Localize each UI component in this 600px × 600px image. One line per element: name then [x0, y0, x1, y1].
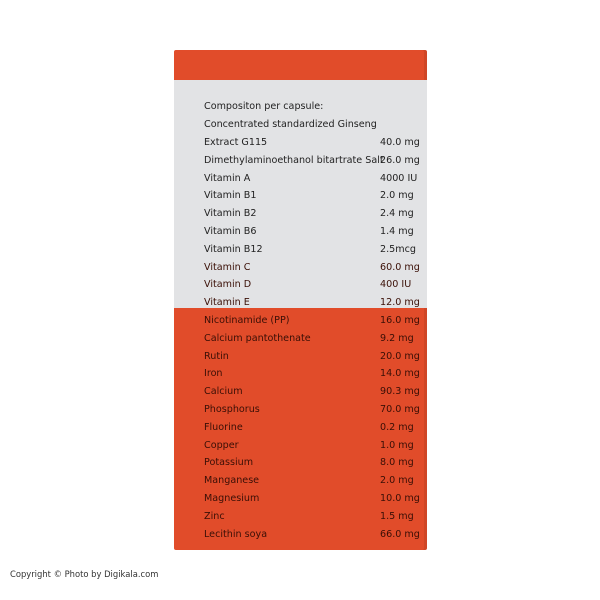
ingredient-amount: 66.0 mg — [380, 528, 420, 540]
ingredient-row — [204, 473, 416, 489]
ingredient-amount: 26.0 mg — [380, 154, 420, 166]
ingredient-amount: 400 IU — [380, 279, 412, 291]
ingredient-amount: 14.0 mg — [380, 368, 420, 380]
ingredient-amount: 60.0 mg — [380, 261, 420, 273]
ingredient-amount: 40.0 mg — [380, 137, 420, 148]
ingredient-row — [204, 331, 416, 347]
ingredient-row — [204, 509, 416, 525]
ingredient-name: Fluorine — [204, 421, 243, 433]
ingredient-amount: 8.0 mg — [380, 457, 414, 469]
ingredient-row — [204, 420, 416, 436]
ingredient-amount: 2.0 mg — [380, 190, 414, 202]
ingredient-amount: 20.0 mg — [380, 350, 420, 362]
ingredient-row — [204, 242, 416, 258]
ingredient-amount: 12.0 mg — [380, 297, 420, 309]
ingredient-name: Calcium — [204, 386, 243, 398]
ingredient-amount: 70.0 mg — [380, 404, 420, 415]
ingredient-name: Iron — [204, 368, 223, 380]
ingredient-name: Vitamin E — [204, 297, 250, 309]
photo-credit: Copyright © Photo by Digikala.com — [10, 569, 159, 579]
ingredient-row — [204, 366, 420, 382]
ingredient-amount: 4000 IU — [380, 172, 418, 184]
ingredient-row — [204, 135, 420, 151]
ingredient-amount: 9.2 mg — [380, 332, 414, 344]
ingredient-row — [204, 313, 420, 329]
ingredient-amount: 10.0 mg — [380, 493, 420, 504]
ingredient-row — [204, 455, 416, 471]
ingredient-name: Dimethylaminoethanol bitartrate Salt — [204, 154, 384, 166]
ingredient-name: Phosphorus — [204, 404, 260, 415]
ingredient-row — [204, 384, 420, 400]
ingredient-row — [204, 402, 420, 418]
ingredient-name: Vitamin C — [204, 261, 251, 273]
product-box — [174, 50, 427, 550]
ingredient-amount: 1.4 mg — [380, 226, 414, 237]
ingredient-row — [204, 224, 416, 240]
ingredient-name: Extract G115 — [204, 137, 268, 148]
ingredient-amount: 2.5mcg — [380, 243, 416, 255]
ginseng-heading: Concentrated standardized Ginseng — [204, 119, 377, 130]
ingredient-amount: 0.2 mg — [380, 421, 414, 433]
ingredient-row — [204, 349, 420, 365]
ingredient-name: Vitamin B6 — [204, 226, 257, 237]
ingredient-row — [204, 260, 420, 276]
ingredient-name: Vitamin D — [204, 279, 252, 291]
ingredient-amount: 2.0 mg — [380, 475, 414, 487]
ingredient-row — [204, 206, 416, 222]
ingredient-name: Potassium — [204, 457, 254, 469]
ingredient-amount: 2.4 mg — [380, 208, 414, 220]
ingredient-row — [204, 171, 416, 187]
ingredient-name: Vitamin B2 — [204, 208, 257, 220]
ingredient-row — [204, 438, 416, 454]
ingredient-name: Manganese — [204, 475, 260, 487]
ingredient-name: Vitamin A — [204, 172, 251, 184]
composition-heading: Compositon per capsule: — [204, 101, 324, 112]
ingredient-name: Vitamin B1 — [204, 190, 257, 202]
ingredient-name: Vitamin B12 — [204, 243, 263, 255]
ingredient-row — [204, 153, 420, 169]
ingredient-row — [204, 295, 420, 311]
ingredient-row — [204, 491, 420, 507]
ingredient-row — [204, 527, 420, 543]
ingredient-amount: 1.0 mg — [380, 439, 414, 451]
ingredient-name: Rutin — [204, 350, 229, 362]
ingredient-name: Calcium pantothenate — [204, 332, 311, 344]
ingredient-name: Copper — [204, 439, 239, 451]
ingredient-amount: 16.0 mg — [380, 315, 420, 326]
ingredient-row — [204, 277, 416, 293]
composition-list — [174, 50, 427, 550]
ingredient-amount: 1.5 mg — [380, 510, 414, 522]
ingredient-amount: 90.3 mg — [380, 386, 420, 398]
ingredient-name: Nicotinamide (PP) — [204, 315, 290, 326]
ingredient-name: Zinc — [204, 510, 225, 522]
ingredient-name: Lecithin soya — [204, 528, 268, 540]
ingredient-row — [204, 188, 416, 204]
ingredient-name: Magnesium — [204, 493, 260, 504]
